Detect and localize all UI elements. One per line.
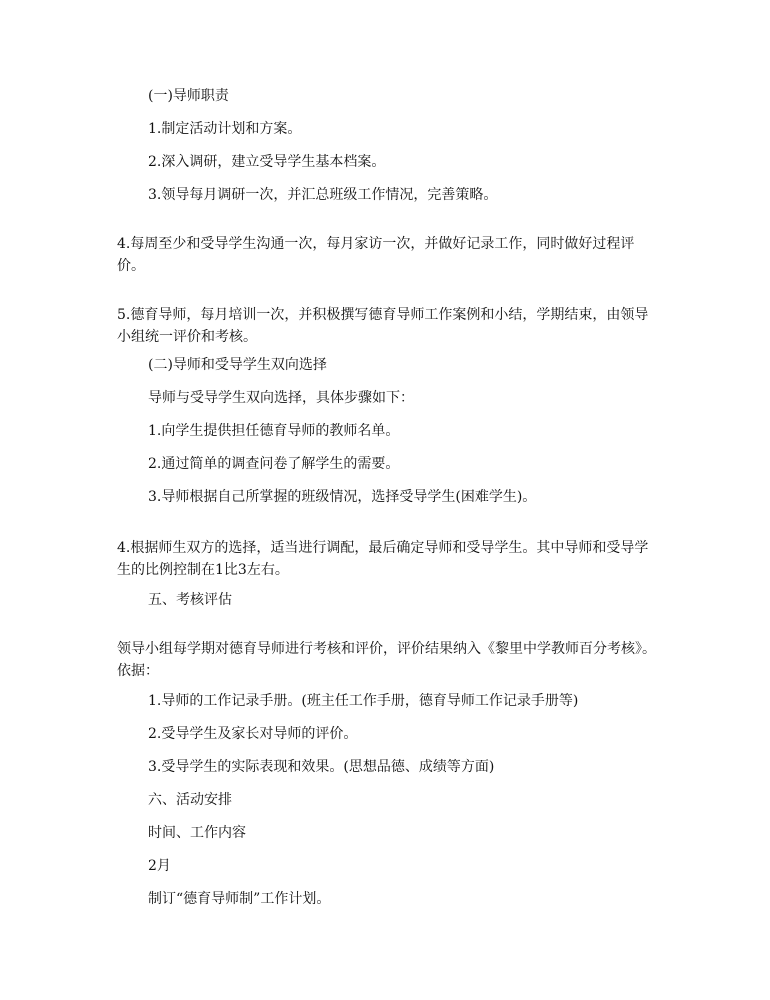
- list-item: 4.每周至少和受导学生沟通一次，每月家访一次，并做好记录工作，同时做好过程评价。: [117, 236, 635, 274]
- list-item: 2.深入调研，建立受导学生基本档案。: [148, 154, 386, 170]
- list-item: 4.根据师生双方的选择，适当进行调配，最后确定导师和受导学生。其中导师和受导学生的比例控制在1比3左右。: [117, 540, 649, 578]
- list-item: 2.通过简单的调查问卷了解学生的需要。: [148, 456, 400, 472]
- section-heading-assessment: 五、考核评估: [148, 592, 232, 608]
- paragraph: 导师与受导学生双向选择，具体步骤如下：: [148, 390, 414, 406]
- list-item: 1.向学生提供担任德育导师的教师名单。: [148, 423, 400, 439]
- list-item: 3.受导学生的实际表现和效果。(思想品德、成绩等方面): [148, 759, 495, 775]
- section-heading-mentor-duties: (一)导师职责: [148, 88, 229, 104]
- section-heading-activity-plan: 六、活动安排: [148, 792, 232, 808]
- paragraph: 时间、工作内容: [148, 825, 246, 841]
- section-heading-two-way-selection: (二)导师和受导学生双向选择: [148, 357, 327, 373]
- list-item: 5.德育导师，每月培训一次，并积极撰写德育导师工作案例和小结，学期结束，由领导小组统一评价和考核。: [117, 307, 649, 345]
- paragraph: 领导小组每学期对德育导师进行考核和评价，评价结果纳入《黎里中学教师百分考核》。依据：: [117, 641, 656, 679]
- list-item: 1.导师的工作记录手册。(班主任工作手册，德育导师工作记录手册等): [148, 693, 579, 709]
- list-item: 3.导师根据自己所掌握的班级情况，选择受导学生(困难学生)。: [148, 489, 537, 505]
- paragraph: 2月: [148, 858, 171, 874]
- paragraph: 制订“德育导师制”工作计划。: [148, 891, 331, 907]
- list-item: 3.领导每月调研一次，并汇总班级工作情况，完善策略。: [148, 187, 498, 203]
- list-item: 1.制定活动计划和方案。: [148, 121, 302, 137]
- list-item: 2.受导学生及家长对导师的评价。: [148, 726, 358, 742]
